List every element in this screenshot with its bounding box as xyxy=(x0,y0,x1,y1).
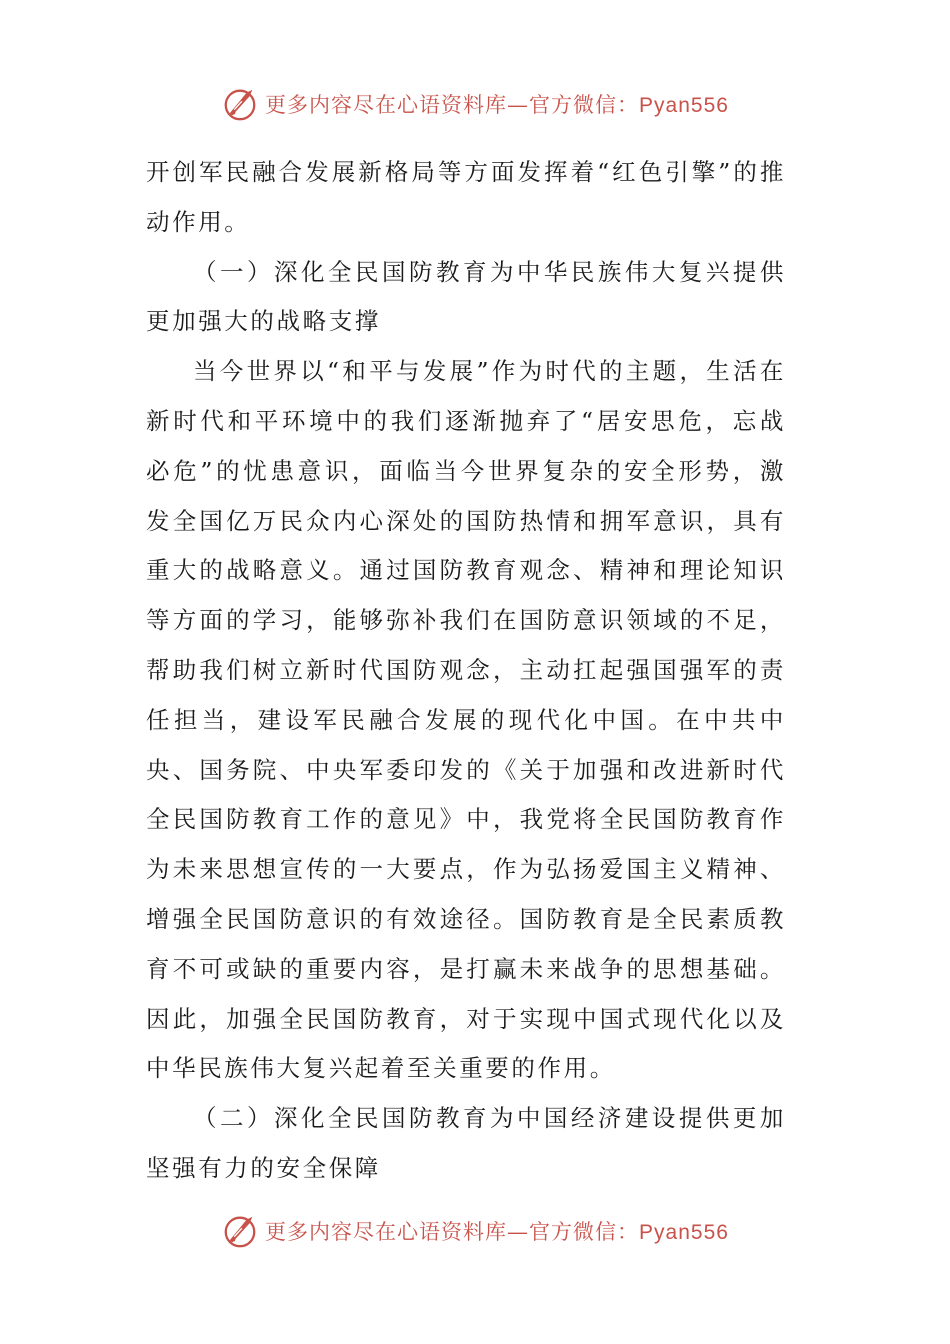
quill-seal-icon xyxy=(221,85,259,123)
banner-label: 更多内容尽在心语资料库—官方微信： xyxy=(265,1220,640,1244)
header-watermark-banner xyxy=(0,82,950,126)
paragraph-body: 当今世界以“和平与发展”作为时代的主题，生活在新时代和平环境中的我们逐渐抛弃了“居安思危，忘战必危”的忧患意识，面临当今世界复杂的安全形势，激发全国亿万民众内心深处的国防热情和拥军意识，具有重大的战略意义。通过国防教育观念、精神和理论知识等方面的学习，能够弥补我们在国防意识领域的不足，帮助我们树立新时代国防观念，主动扛起强国强军的责任担当，建设军民融合发展的现代化中国。在中共中央、国务院、中央军委印发的《关于加强和改进新时代全民国防教育工作的意见》中，我党将全民国防教育作为未来思想宣传的一大要点，作为弘扬爱国主义精神、增强全民国防意识的有效途径。国防教育是全民素质教育不可或缺的重要内容，是打赢未来战争的思想基础。因此，加强全民国防教育，对于实现中国式现代化以及中华民族伟大复兴起着至关重要的作用。 xyxy=(146,357,786,1083)
banner-text xyxy=(265,89,729,119)
document-body xyxy=(146,148,786,1194)
footer-watermark-banner xyxy=(0,1209,950,1253)
section-heading-2: （二）深化全民国防教育为中国经济建设提供更加坚强有力的安全保障 xyxy=(146,1104,786,1182)
quill-seal-icon xyxy=(221,1212,259,1250)
banner-wechat-id: Pyan556 xyxy=(639,94,729,117)
banner-text xyxy=(265,1216,729,1246)
section-heading-1: （一）深化全民国防教育为中华民族伟大复兴提供更加强大的战略支撑 xyxy=(146,257,786,336)
banner-wechat-id: Pyan556 xyxy=(639,1221,729,1244)
banner-label: 更多内容尽在心语资料库—官方微信： xyxy=(265,93,640,117)
paragraph-continuation: 开创军民融合发展新格局等方面发挥着“红色引擎”的推动作用。 xyxy=(146,158,786,236)
